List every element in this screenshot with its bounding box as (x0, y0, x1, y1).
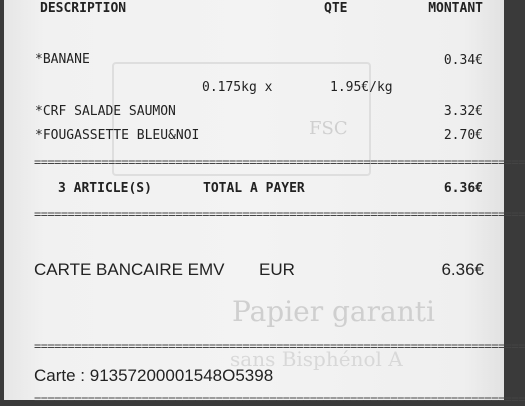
payment-currency: EUR (259, 260, 295, 279)
article-count: 3 ARTICLE(S) (58, 181, 152, 196)
watermark-paper-line1: Papier garanti (232, 295, 435, 328)
total-amount: 6.36€ (443, 181, 483, 196)
item-price: 2.70€ (443, 128, 483, 143)
total-label: TOTAL A PAYER (203, 181, 305, 196)
item-price: 3.32€ (443, 104, 483, 119)
payment-amount: 6.36€ (441, 260, 484, 279)
separator-line: ========================================================================= (34, 339, 525, 353)
item-name: *FOUGASSETTE BLEU&NOI (35, 128, 200, 143)
fsc-logo-icon: FSC (309, 118, 348, 139)
separator-line: ========================================================================= (34, 392, 525, 406)
item-unit-price: 1.95€/kg (330, 80, 393, 95)
item-name: *BANANE (35, 52, 90, 67)
separator-line: ========================================================================= (34, 155, 525, 169)
watermark-paper-line2: sans Bisphénol A (230, 347, 403, 371)
header-amount: MONTANT (428, 1, 483, 16)
receipt (4, 0, 525, 406)
item-weight: 0.175kg x (202, 80, 273, 95)
card-number: Carte : 91357200001548O5398 (34, 366, 274, 385)
separator-line: ========================================================================= (34, 207, 525, 221)
item-name: *CRF SALADE SAUMON (35, 104, 176, 119)
item-price: 0.34€ (443, 53, 483, 68)
payment-method: CARTE BANCAIRE EMV (34, 260, 225, 279)
header-description: DESCRIPTION (40, 1, 127, 16)
header-qty: QTE (324, 1, 348, 16)
